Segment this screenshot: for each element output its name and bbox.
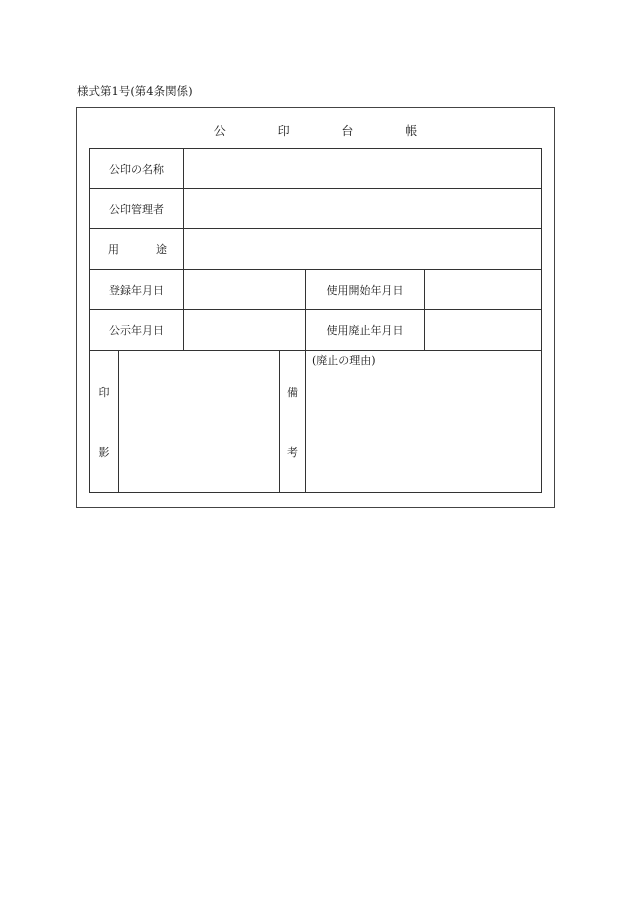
registered-date-field[interactable] [183,269,306,310]
remarks-label-char-1: 備 [287,385,298,399]
abolished-date-label: 使用廃止年月日 [305,309,425,351]
abolish-reason-label: (廃止の理由) [312,354,376,367]
name-label: 公印の名称 [89,148,184,189]
form-caption: 様式第1号(第4条関係) [77,84,193,98]
manager-label: 公印管理者 [89,188,184,229]
name-field[interactable] [183,148,542,189]
purpose-label [89,228,184,270]
registered-date-label: 登録年月日 [89,269,184,310]
use-start-date-field[interactable] [424,269,542,310]
form-title: 公 印 台 帳 [213,124,442,138]
seal-label-char-2: 影 [98,445,110,459]
notice-date-label: 公示年月日 [89,309,184,351]
remarks-label-char-2: 考 [287,445,298,459]
use-start-date-label: 使用開始年月日 [305,269,425,310]
purpose-label-char-1: 用 [108,243,119,256]
notice-date-field[interactable] [183,309,306,351]
seal-impression-label [89,350,119,493]
ledger-table [89,148,542,493]
remarks-label [279,350,306,493]
remarks-field[interactable] [305,350,542,493]
manager-field[interactable] [183,188,542,229]
purpose-field[interactable] [183,228,542,270]
seal-label-char-1: 印 [98,385,110,399]
purpose-label-char-2: 途 [156,243,167,256]
abolished-date-field[interactable] [424,309,542,351]
seal-impression-field[interactable] [118,350,280,493]
